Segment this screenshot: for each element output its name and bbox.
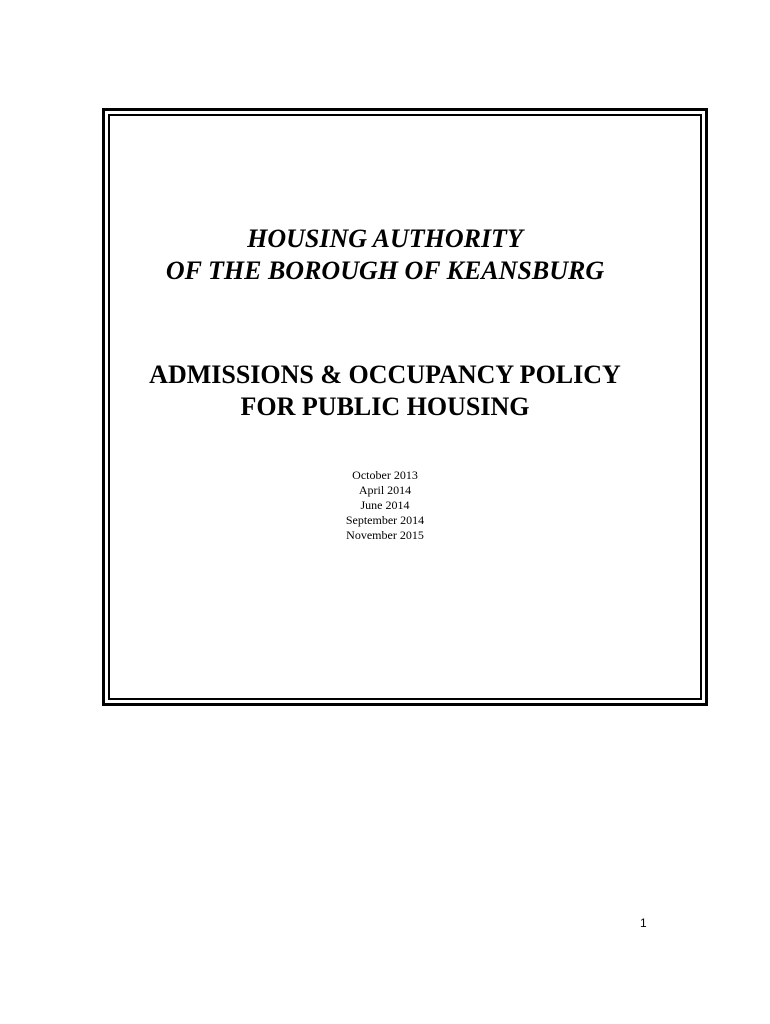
organization-name-line-1: HOUSING AUTHORITY (247, 224, 523, 253)
page-number: 1 (640, 916, 647, 930)
organization-name-line-2: OF THE BOROUGH OF KEANSBURG (165, 256, 605, 285)
revision-date: November 2015 (346, 528, 424, 542)
revision-date: June 2014 (360, 498, 410, 512)
revision-dates-list (0, 468, 770, 543)
document-title-line-1: ADMISSIONS & OCCUPANCY POLICY (149, 360, 621, 389)
revision-date: April 2014 (358, 483, 412, 497)
revision-date: September 2014 (345, 513, 425, 527)
document-title-line-2: FOR PUBLIC HOUSING (240, 392, 530, 421)
revision-date: October 2013 (352, 468, 418, 482)
